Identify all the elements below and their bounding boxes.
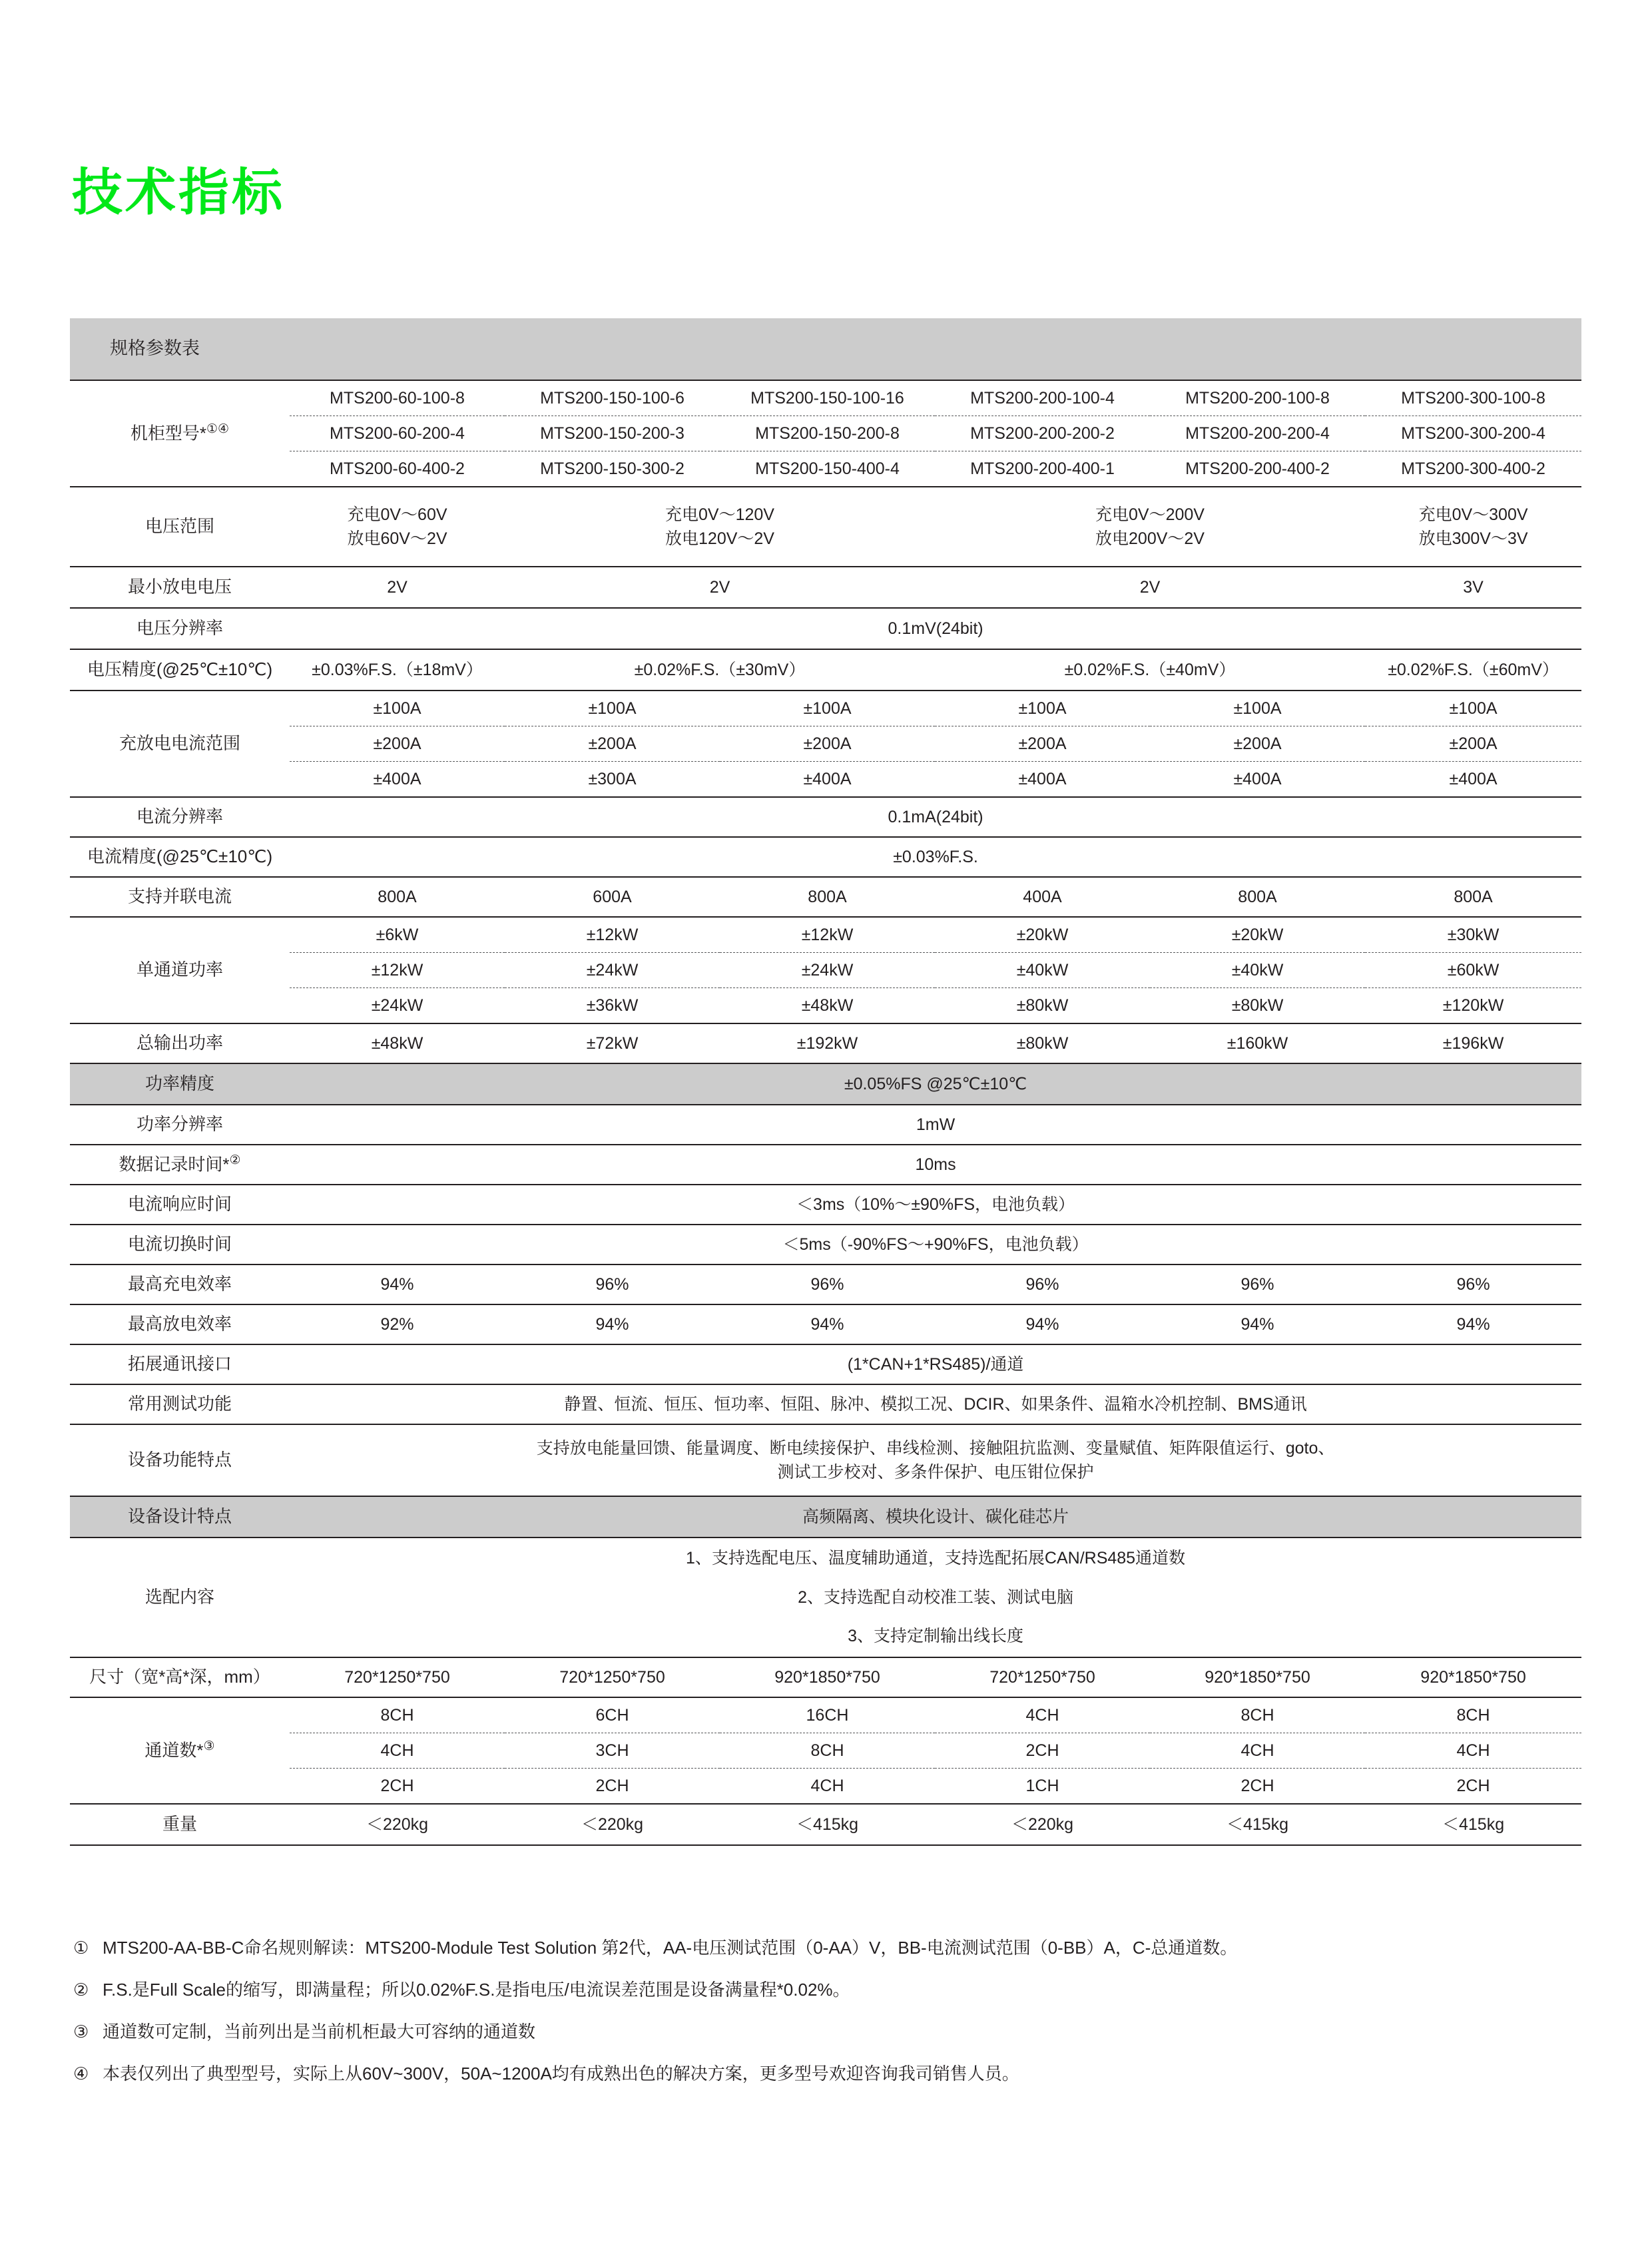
channel-power-value: ±80kW [1150, 988, 1365, 1023]
channel-power-value: ±40kW [1150, 953, 1365, 988]
channel-count-value: 8CH [720, 1733, 935, 1769]
model-value: MTS200-200-400-1 [935, 451, 1150, 487]
channel-count-c3 [720, 1697, 935, 1804]
model-value: MTS200-200-200-4 [1150, 416, 1365, 451]
max-discharge-efficiency-c1: 92% [380, 1314, 414, 1334]
current-resolution-value: 0.1mA(24bit) [888, 807, 983, 826]
channel-count-value: 4CH [1365, 1733, 1581, 1769]
current-range-value: ±200A [505, 726, 720, 762]
footnote-3-marker: ③ [73, 2022, 89, 2042]
channel-power-c4 [935, 917, 1150, 1023]
channel-power-value: ±120kW [1365, 988, 1581, 1023]
current-range-value: ±400A [1150, 762, 1365, 797]
channel-power-value: ±24kW [290, 988, 505, 1023]
current-range-value: ±200A [290, 726, 505, 762]
row-label-min-discharge-voltage: 最小放电电压 [127, 577, 232, 597]
min-discharge-voltage-c4: 3V [1463, 577, 1484, 597]
model-value: MTS200-60-400-2 [290, 451, 505, 487]
model-cell-c1 [290, 380, 505, 487]
current-range-value: ±200A [720, 726, 935, 762]
max-discharge-efficiency-c2: 94% [595, 1314, 629, 1334]
row-label-channel-power: 单通道功率 [136, 960, 223, 980]
model-value: MTS200-150-100-6 [540, 388, 685, 408]
current-range-value: ±400A [935, 762, 1150, 797]
channel-count-value: 8CH [1456, 1705, 1490, 1725]
parallel-current-c5: 800A [1238, 887, 1277, 906]
current-response-time-value: ＜3ms（10%～±90%FS，电池负载） [796, 1195, 1075, 1214]
voltage-accuracy-c2: ±0.02%F.S.（±30mV） [634, 660, 806, 679]
row-current-switch-time [70, 1225, 1581, 1264]
voltage-range-discharge: 放电60V～2V [347, 529, 447, 548]
footnote-2 [73, 1978, 1591, 2002]
row-channel-count [70, 1697, 1581, 1804]
model-value: MTS200-60-100-8 [330, 388, 465, 408]
total-power-c6: ±196kW [1442, 1033, 1504, 1053]
channel-power-value: ±30kW [1447, 925, 1500, 944]
model-value: MTS200-150-400-4 [720, 451, 935, 487]
current-range-value: ±100A [588, 699, 637, 718]
voltage-accuracy-c3: ±0.02%F.S.（±40mV） [1064, 660, 1236, 679]
dimensions-c2: 720*1250*750 [559, 1667, 665, 1687]
voltage-range-group-4 [1365, 487, 1581, 567]
row-label-design-features: 设备设计特点 [70, 1496, 290, 1538]
model-value: MTS200-200-200-2 [935, 416, 1150, 451]
model-value: MTS200-60-200-4 [290, 416, 505, 451]
channel-count-c6 [1365, 1697, 1581, 1804]
row-label-power-accuracy: 功率精度 [70, 1063, 290, 1105]
total-power-c1: ±48kW [371, 1033, 423, 1053]
footnote-4-text: 本表仅列出了典型型号，实际上从60V~300V，50A~1200A均有成熟出色的解决方案，更多型号欢迎咨询我司销售人员。 [103, 2064, 1019, 2084]
optional-content-value [290, 1538, 1581, 1657]
voltage-range-group-2 [505, 487, 935, 567]
voltage-range-charge: 充电0V～60V [347, 505, 447, 524]
footnote-1-marker: ① [73, 1938, 89, 1958]
channel-count-value: 6CH [595, 1705, 629, 1725]
row-label-total-power: 总输出功率 [136, 1033, 223, 1053]
max-charge-efficiency-c2: 96% [595, 1274, 629, 1294]
current-range-value: ±100A [803, 699, 852, 718]
current-range-value: ±200A [1150, 726, 1365, 762]
row-channel-power [70, 917, 1581, 1023]
row-label-power-resolution: 功率分辨率 [136, 1114, 223, 1135]
row-label-comm-interface: 拓展通讯接口 [127, 1354, 232, 1374]
total-power-c2: ±72kW [586, 1033, 639, 1053]
footnote-3 [73, 2020, 1591, 2044]
channel-power-value: ±80kW [935, 988, 1150, 1023]
min-discharge-voltage-c1: 2V [387, 577, 408, 597]
footnote-1-text: MTS200-AA-BB-C命名规则解读：MTS200-Module Test Solution 第2代，AA-电压测试范围（0-AA）V，BB-电流测试范围（0-BB）A，C-总通道数。 [103, 1938, 1238, 1958]
current-range-c6 [1365, 691, 1581, 797]
row-label-dimensions: 尺寸（宽*高*深，mm） [89, 1667, 270, 1687]
channel-count-value: 8CH [380, 1705, 414, 1725]
channel-power-value: ±12kW [801, 925, 854, 944]
channel-power-value: ±48kW [720, 988, 935, 1023]
channel-power-value: ±36kW [505, 988, 720, 1023]
channel-power-value: ±24kW [505, 953, 720, 988]
voltage-range-charge: 充电0V～120V [665, 505, 774, 524]
model-cell-c5 [1150, 380, 1365, 487]
footnote-1 [73, 1936, 1591, 1960]
max-charge-efficiency-c1: 94% [380, 1274, 414, 1294]
model-value: MTS200-150-300-2 [505, 451, 720, 487]
comm-interface-value: (1*CAN+1*RS485)/通道 [847, 1354, 1024, 1374]
max-discharge-efficiency-c5: 94% [1240, 1314, 1274, 1334]
channel-count-value: 2CH [290, 1769, 505, 1804]
model-value: MTS200-150-200-8 [720, 416, 935, 451]
weight-c3: ＜415kg [796, 1815, 859, 1834]
channel-count-value: 2CH [1150, 1769, 1365, 1804]
current-range-value: ±100A [1449, 699, 1498, 718]
power-accuracy-value: ±0.05%FS @25℃±10℃ [290, 1063, 1581, 1105]
row-label-test-functions: 常用测试功能 [127, 1394, 232, 1414]
channel-power-c2 [505, 917, 720, 1023]
row-label-channel-count: 通道数*③ [144, 1739, 215, 1761]
model-cell-c6 [1365, 380, 1581, 487]
footnotes [73, 1936, 1591, 2104]
current-range-value: ±100A [373, 699, 421, 718]
row-label-voltage-resolution: 电压分辨率 [136, 618, 223, 639]
row-label-weight: 重量 [162, 1814, 197, 1834]
table-header-band [70, 318, 1581, 380]
data-record-time-value: 10ms [915, 1155, 956, 1174]
current-range-value: ±100A [1018, 699, 1067, 718]
model-cell-c2 [505, 380, 720, 487]
weight-c4: ＜220kg [1011, 1815, 1074, 1834]
channel-power-c3 [720, 917, 935, 1023]
total-power-c5: ±160kW [1227, 1033, 1288, 1053]
parallel-current-c2: 600A [593, 887, 632, 906]
row-design-features [70, 1496, 1581, 1538]
row-label-current-range: 充放电电流范围 [119, 733, 240, 754]
voltage-range-group-3 [935, 487, 1365, 567]
row-max-charge-efficiency [70, 1264, 1581, 1304]
row-label-max-charge-efficiency: 最高充电效率 [127, 1274, 232, 1294]
optional-content-line3: 3、支持定制输出线长度 [848, 1627, 1023, 1646]
row-weight [70, 1804, 1581, 1845]
current-range-c4 [935, 691, 1150, 797]
current-accuracy-value: ±0.03%F.S. [893, 847, 978, 866]
model-value: MTS200-300-100-8 [1401, 388, 1545, 408]
channel-power-value: ±24kW [720, 953, 935, 988]
row-label-parallel-current: 支持并联电流 [127, 886, 232, 907]
power-resolution-value: 1mW [916, 1115, 956, 1134]
dimensions-c6: 920*1850*750 [1420, 1667, 1526, 1687]
device-functions-line2: 测试工步校对、多条件保护、电压钳位保护 [777, 1463, 1094, 1482]
max-discharge-efficiency-c3: 94% [810, 1314, 844, 1334]
optional-content-line1: 1、支持选配电压、温度辅助通道，支持选配拓展CAN/RS485通道数 [686, 1548, 1186, 1567]
channel-count-value: 16CH [806, 1705, 849, 1725]
max-discharge-efficiency-c6: 94% [1456, 1314, 1490, 1334]
parallel-current-c1: 800A [378, 887, 417, 906]
device-functions-line1: 支持放电能量回馈、能量调度、断电续接保护、串线检测、接触阻抗监测、变量赋值、矩阵限值运行、goto、 [536, 1438, 1335, 1458]
table-header-title: 规格参数表 [70, 318, 1581, 380]
specification-table [70, 318, 1581, 1846]
dimensions-c3: 920*1850*750 [774, 1667, 880, 1687]
max-charge-efficiency-c6: 96% [1456, 1274, 1490, 1294]
current-range-value: ±200A [1365, 726, 1581, 762]
test-functions-value: 静置、恒流、恒压、恒功率、恒阻、脉冲、模拟工况、DCIR、如果条件、温箱水冷机控制、BMS通讯 [564, 1394, 1307, 1414]
channel-count-value: 4CH [720, 1769, 935, 1804]
voltage-accuracy-c4: ±0.02%F.S.（±60mV） [1388, 660, 1559, 679]
total-power-c4: ±80kW [1016, 1033, 1069, 1053]
row-total-power [70, 1023, 1581, 1063]
row-power-accuracy [70, 1063, 1581, 1105]
channel-count-value: 1CH [935, 1769, 1150, 1804]
min-discharge-voltage-c2: 2V [709, 577, 730, 597]
channel-power-value: ±12kW [586, 925, 639, 944]
model-value: MTS200-150-100-16 [750, 388, 904, 408]
footnote-4 [73, 2062, 1591, 2086]
current-range-c1 [290, 691, 505, 797]
current-range-value: ±200A [935, 726, 1150, 762]
model-value: MTS200-300-400-2 [1365, 451, 1581, 487]
weight-c2: ＜220kg [581, 1815, 644, 1834]
footnote-3-text: 通道数可定制，当前列出是当前机柜最大可容纳的通道数 [103, 2022, 536, 2042]
weight-c1: ＜220kg [366, 1815, 429, 1834]
data-record-footnote-marker: ② [229, 1153, 241, 1168]
model-value: MTS200-300-200-4 [1365, 416, 1581, 451]
voltage-range-group-1 [290, 487, 505, 567]
channel-power-value: ±40kW [935, 953, 1150, 988]
row-device-functions [70, 1424, 1581, 1496]
channel-count-value: 4CH [1025, 1705, 1059, 1725]
row-parallel-current [70, 877, 1581, 917]
max-charge-efficiency-c5: 96% [1240, 1274, 1274, 1294]
parallel-current-c6: 800A [1454, 887, 1493, 906]
row-model [70, 380, 1581, 487]
row-current-range [70, 691, 1581, 797]
weight-c5: ＜415kg [1226, 1815, 1289, 1834]
row-comm-interface [70, 1344, 1581, 1384]
max-discharge-efficiency-c4: 94% [1025, 1314, 1059, 1334]
row-label-current-accuracy: 电流精度(@25℃±10℃) [87, 846, 273, 867]
row-label-current-resolution: 电流分辨率 [136, 806, 223, 827]
total-power-c3: ±192kW [796, 1033, 858, 1053]
voltage-resolution-value: 0.1mV(24bit) [888, 619, 983, 638]
optional-content-line2: 2、支持选配自动校准工装、测试电脑 [798, 1587, 1073, 1607]
channel-power-value: ±20kW [1231, 925, 1284, 944]
channel-power-value: ±20kW [1016, 925, 1069, 944]
model-cell-c3 [720, 380, 935, 487]
channel-count-value: 2CH [1365, 1769, 1581, 1804]
current-range-value: ±400A [720, 762, 935, 797]
table-bottom-rule-cell [70, 1845, 1581, 1846]
current-range-value: ±400A [290, 762, 505, 797]
channel-power-c1 [290, 917, 505, 1023]
row-label-voltage-accuracy: 电压精度(@25℃±10℃) [87, 659, 273, 680]
parallel-current-c3: 800A [808, 887, 847, 906]
model-value: MTS200-150-200-3 [505, 416, 720, 451]
row-label-current-response-time: 电流响应时间 [127, 1194, 232, 1215]
row-label-model: 机柜型号*①④ [130, 422, 230, 443]
current-range-c2 [505, 691, 720, 797]
voltage-range-discharge: 放电300V～3V [1418, 529, 1528, 548]
row-label-current-switch-time: 电流切换时间 [127, 1234, 232, 1255]
parallel-current-c4: 400A [1023, 887, 1062, 906]
dimensions-c5: 920*1850*750 [1205, 1667, 1310, 1687]
page-title: 技术指标 [72, 164, 285, 221]
voltage-range-discharge: 放电200V～2V [1095, 529, 1205, 548]
voltage-range-charge: 充电0V～300V [1418, 505, 1528, 524]
row-test-functions [70, 1384, 1581, 1424]
row-dimensions [70, 1657, 1581, 1697]
dimensions-c1: 720*1250*750 [344, 1667, 450, 1687]
max-charge-efficiency-c3: 96% [810, 1274, 844, 1294]
row-current-resolution [70, 797, 1581, 837]
row-min-discharge-voltage [70, 567, 1581, 608]
channel-count-footnote-marker: ③ [203, 1739, 215, 1754]
channel-count-c4 [935, 1697, 1150, 1804]
channel-count-value: 8CH [1240, 1705, 1274, 1725]
row-label-device-functions: 设备功能特点 [127, 1450, 232, 1470]
min-discharge-voltage-c3: 2V [1139, 577, 1161, 597]
row-max-discharge-efficiency [70, 1304, 1581, 1344]
weight-c6: ＜415kg [1442, 1815, 1505, 1834]
row-label-max-discharge-efficiency: 最高放电效率 [127, 1314, 232, 1334]
channel-count-c1 [290, 1697, 505, 1804]
footnote-4-marker: ④ [73, 2064, 89, 2084]
channel-power-c5 [1150, 917, 1365, 1023]
row-voltage-resolution [70, 608, 1581, 649]
current-switch-time-value: ＜5ms（-90%FS～+90%FS，电池负载） [782, 1235, 1089, 1254]
channel-power-value: ±6kW [376, 925, 419, 944]
row-optional-content [70, 1538, 1581, 1657]
row-power-resolution [70, 1105, 1581, 1145]
current-range-value: ±400A [1365, 762, 1581, 797]
current-range-value: ±300A [505, 762, 720, 797]
channel-count-value: 2CH [935, 1733, 1150, 1769]
row-label-data-record-time: 数据记录时间*② [119, 1153, 241, 1175]
channel-count-value: 3CH [505, 1733, 720, 1769]
model-value: MTS200-200-400-2 [1150, 451, 1365, 487]
model-value: MTS200-200-100-8 [1185, 388, 1330, 408]
voltage-range-charge: 充电0V～200V [1095, 505, 1205, 524]
channel-count-value: 2CH [505, 1769, 720, 1804]
current-range-c5 [1150, 691, 1365, 797]
footnote-2-marker: ② [73, 1980, 89, 2000]
current-range-value: ±100A [1233, 699, 1282, 718]
channel-count-value: 4CH [1150, 1733, 1365, 1769]
footnote-2-text: F.S.是Full Scale的缩写，即满量程；所以0.02%F.S.是指电压/电流误差范围是设备满量程*0.02%。 [103, 1980, 850, 2000]
row-data-record-time [70, 1145, 1581, 1185]
channel-power-c6 [1365, 917, 1581, 1023]
row-label-voltage-range: 电压范围 [144, 516, 214, 537]
table-bottom-rule [70, 1845, 1581, 1846]
channel-count-c2 [505, 1697, 720, 1804]
channel-count-value: 4CH [290, 1733, 505, 1769]
model-value: MTS200-200-100-4 [970, 388, 1115, 408]
current-range-c3 [720, 691, 935, 797]
max-charge-efficiency-c4: 96% [1025, 1274, 1059, 1294]
channel-count-c5 [1150, 1697, 1365, 1804]
row-label-optional-content: 选配内容 [144, 1587, 214, 1607]
row-voltage-range [70, 487, 1581, 567]
model-footnote-marker: ①④ [206, 422, 230, 437]
row-current-accuracy [70, 837, 1581, 877]
voltage-accuracy-c1: ±0.03%F.S.（±18mV） [312, 660, 483, 679]
device-functions-value [290, 1424, 1581, 1496]
dimensions-c4: 720*1250*750 [989, 1667, 1095, 1687]
row-voltage-accuracy [70, 649, 1581, 691]
voltage-range-discharge: 放电120V～2V [665, 529, 774, 548]
channel-power-value: ±12kW [290, 953, 505, 988]
channel-power-value: ±60kW [1365, 953, 1581, 988]
row-current-response-time [70, 1185, 1581, 1225]
model-cell-c4 [935, 380, 1150, 487]
design-features-value: 高频隔离、模块化设计、碳化硅芯片 [290, 1496, 1581, 1538]
